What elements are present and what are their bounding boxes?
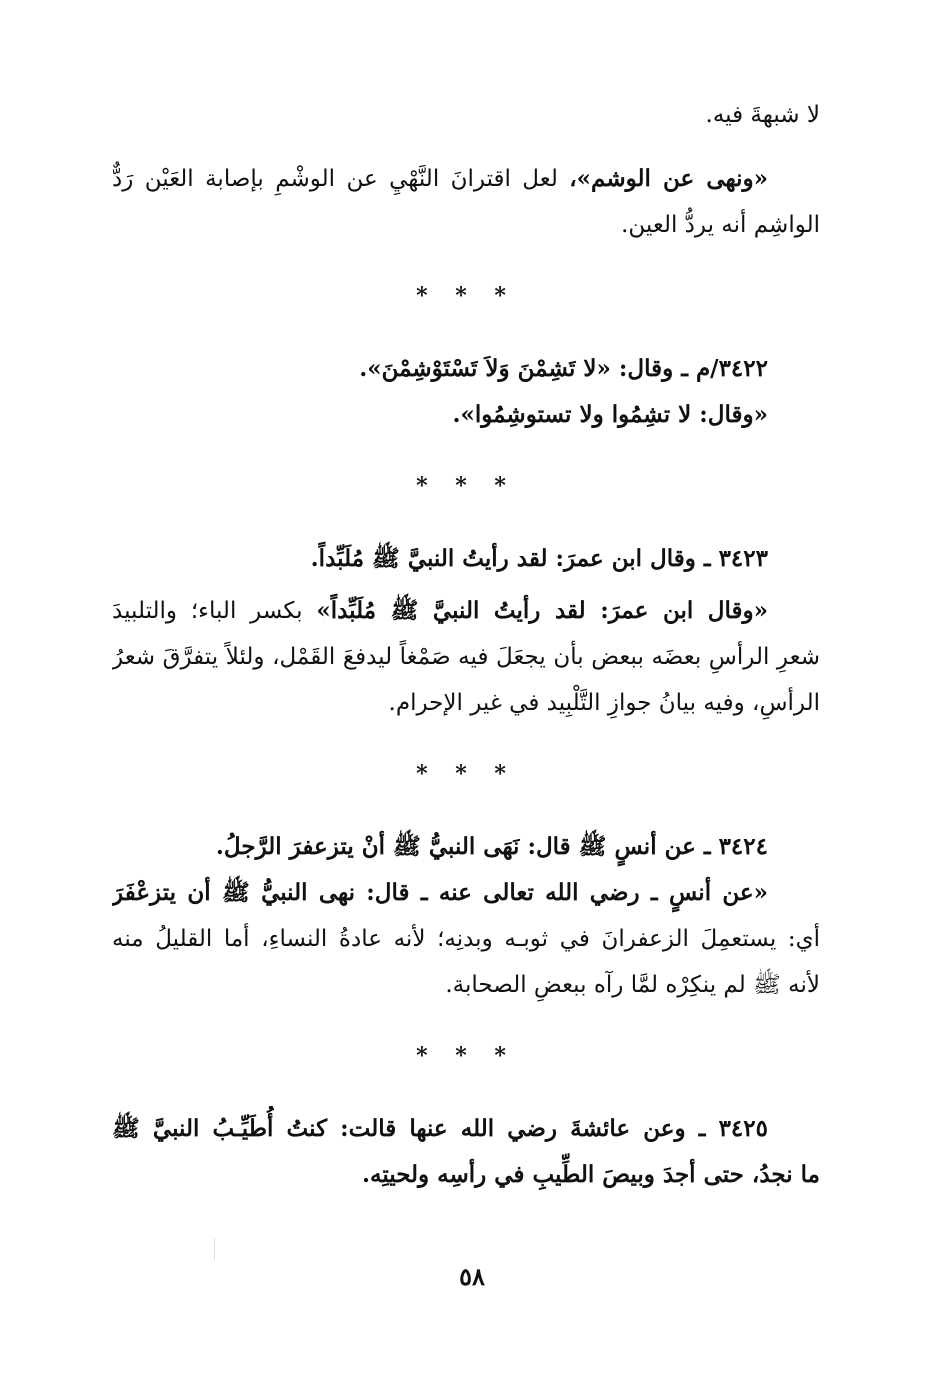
hadith-3423-commentary-line-2 [112,634,820,680]
section-divider-stars: * * * [416,473,516,499]
hadith-3423-commentary-line-3 [112,680,820,726]
hadith-number: ٣٤٢٣ [718,545,768,572]
paragraph-continuation [112,92,820,138]
hadith-number: ٣٤٢٤ [718,833,768,860]
commentary-text-2: أي: يستعمِلَ الزعفرانَ في ثوبـه وبدنِه؛ لأنه عادةُ النساءِ، أما القليلُ منه [112,926,820,952]
commentary-text-2: الواشِم أنه يردُّ العين. [621,212,820,238]
quoted-hadith-fragment: «وقال ابن عمرَ: لقد رأيتُ النبيَّ ﷺ مُلَبِّداً» [316,597,768,624]
hadith-text-2: ما نجدُ، حتى أجدَ وبيصَ الطِّيبِ في رأسِه ولحيتِه. [361,1161,820,1188]
hadith-3424-commentary-line-2 [112,916,820,962]
hadith-3423 [112,536,820,726]
hadith-3424-heading [112,824,820,870]
hadith-3425-line-1 [112,1106,820,1152]
paragraph-tattoo-commentary [112,156,820,248]
commentary-quote: «وقال: لا تشِمُوا ولا تستوشِمُوا». [452,401,768,428]
quoted-hadith-fragment: «عن أنسٍ ـ رضي الله تعالى عنه ـ قال: نهى النبيُّ ﷺ أن يتزعْفَرَ [112,879,768,906]
hadith-3425-line-2 [112,1152,820,1198]
paragraph-tattoo-line-2 [112,202,820,248]
section-divider-stars: * * * [416,761,516,787]
section-divider-stars: * * * [416,1043,516,1069]
margin-rule [214,1238,215,1260]
page-body [112,92,820,1198]
page-number: ٥٨ [459,1262,485,1291]
commentary-text: بكسر الباء؛ والتلبيدَ [112,598,303,624]
commentary-text-3: الرأسِ، وفيه بيانُ جوازِ التَّلْبِيد في غير الإحرام. [388,690,820,716]
hadith-3423-heading [112,536,820,582]
commentary-text-2: شعرِ الرأسِ بعضَه ببعض بأن يجعَلَ فيه صَمْغاً ليدفعَ القَمْل، ولئلاً يتفرَّقَ شعرُ [112,644,820,670]
hadith-3422-commentary [112,392,820,438]
hadith-number: ٣٤٢٢/م [695,355,768,382]
hadith-text: ٣٤٢٥ ـ وعن عائشةَ رضي الله عنها قالت: كنتُ أُطَيِّـبُ النبيَّ ﷺ [112,1115,768,1142]
hadith-text: ـ وقال ابن عمرَ: لقد رأيتُ النبيَّ ﷺ مُلَبِّداً. [310,545,719,572]
hadith-3423-commentary-line-1 [112,588,820,634]
hadith-text: ـ وقال: «لا تَشِمْنَ وَلاَ تَسْتَوْشِمْنَ». [359,355,696,382]
paragraph-continuation-text: لا شبهةَ فيه. [705,102,820,128]
hadith-3424 [112,824,820,1008]
hadith-3424-commentary-line-1 [112,870,820,916]
hadith-text: ـ عن أنسٍ ﷺ قال: نَهَى النبيُّ ﷺ أنْ يتزعفرَ الرَّجلُ. [215,833,719,860]
section-divider-stars: * * * [416,283,516,309]
hadith-3425 [112,1106,820,1198]
hadith-3424-commentary-line-3 [112,962,820,1008]
quoted-hadith-fragment: «ونهى عن الوشم»، [569,165,768,192]
hadith-3422-heading [112,346,820,392]
commentary-text-3: لأنه ﷺ لم ينكِرْه لمَّا رآه ببعضِ الصحابة. [445,972,820,998]
hadith-3422 [112,346,820,438]
paragraph-tattoo-line-1 [112,156,820,202]
commentary-text: لعل اقترانَ النَّهْيِ عن الوشْمِ بإصابة العَيْن رَدٌّ [112,166,558,192]
